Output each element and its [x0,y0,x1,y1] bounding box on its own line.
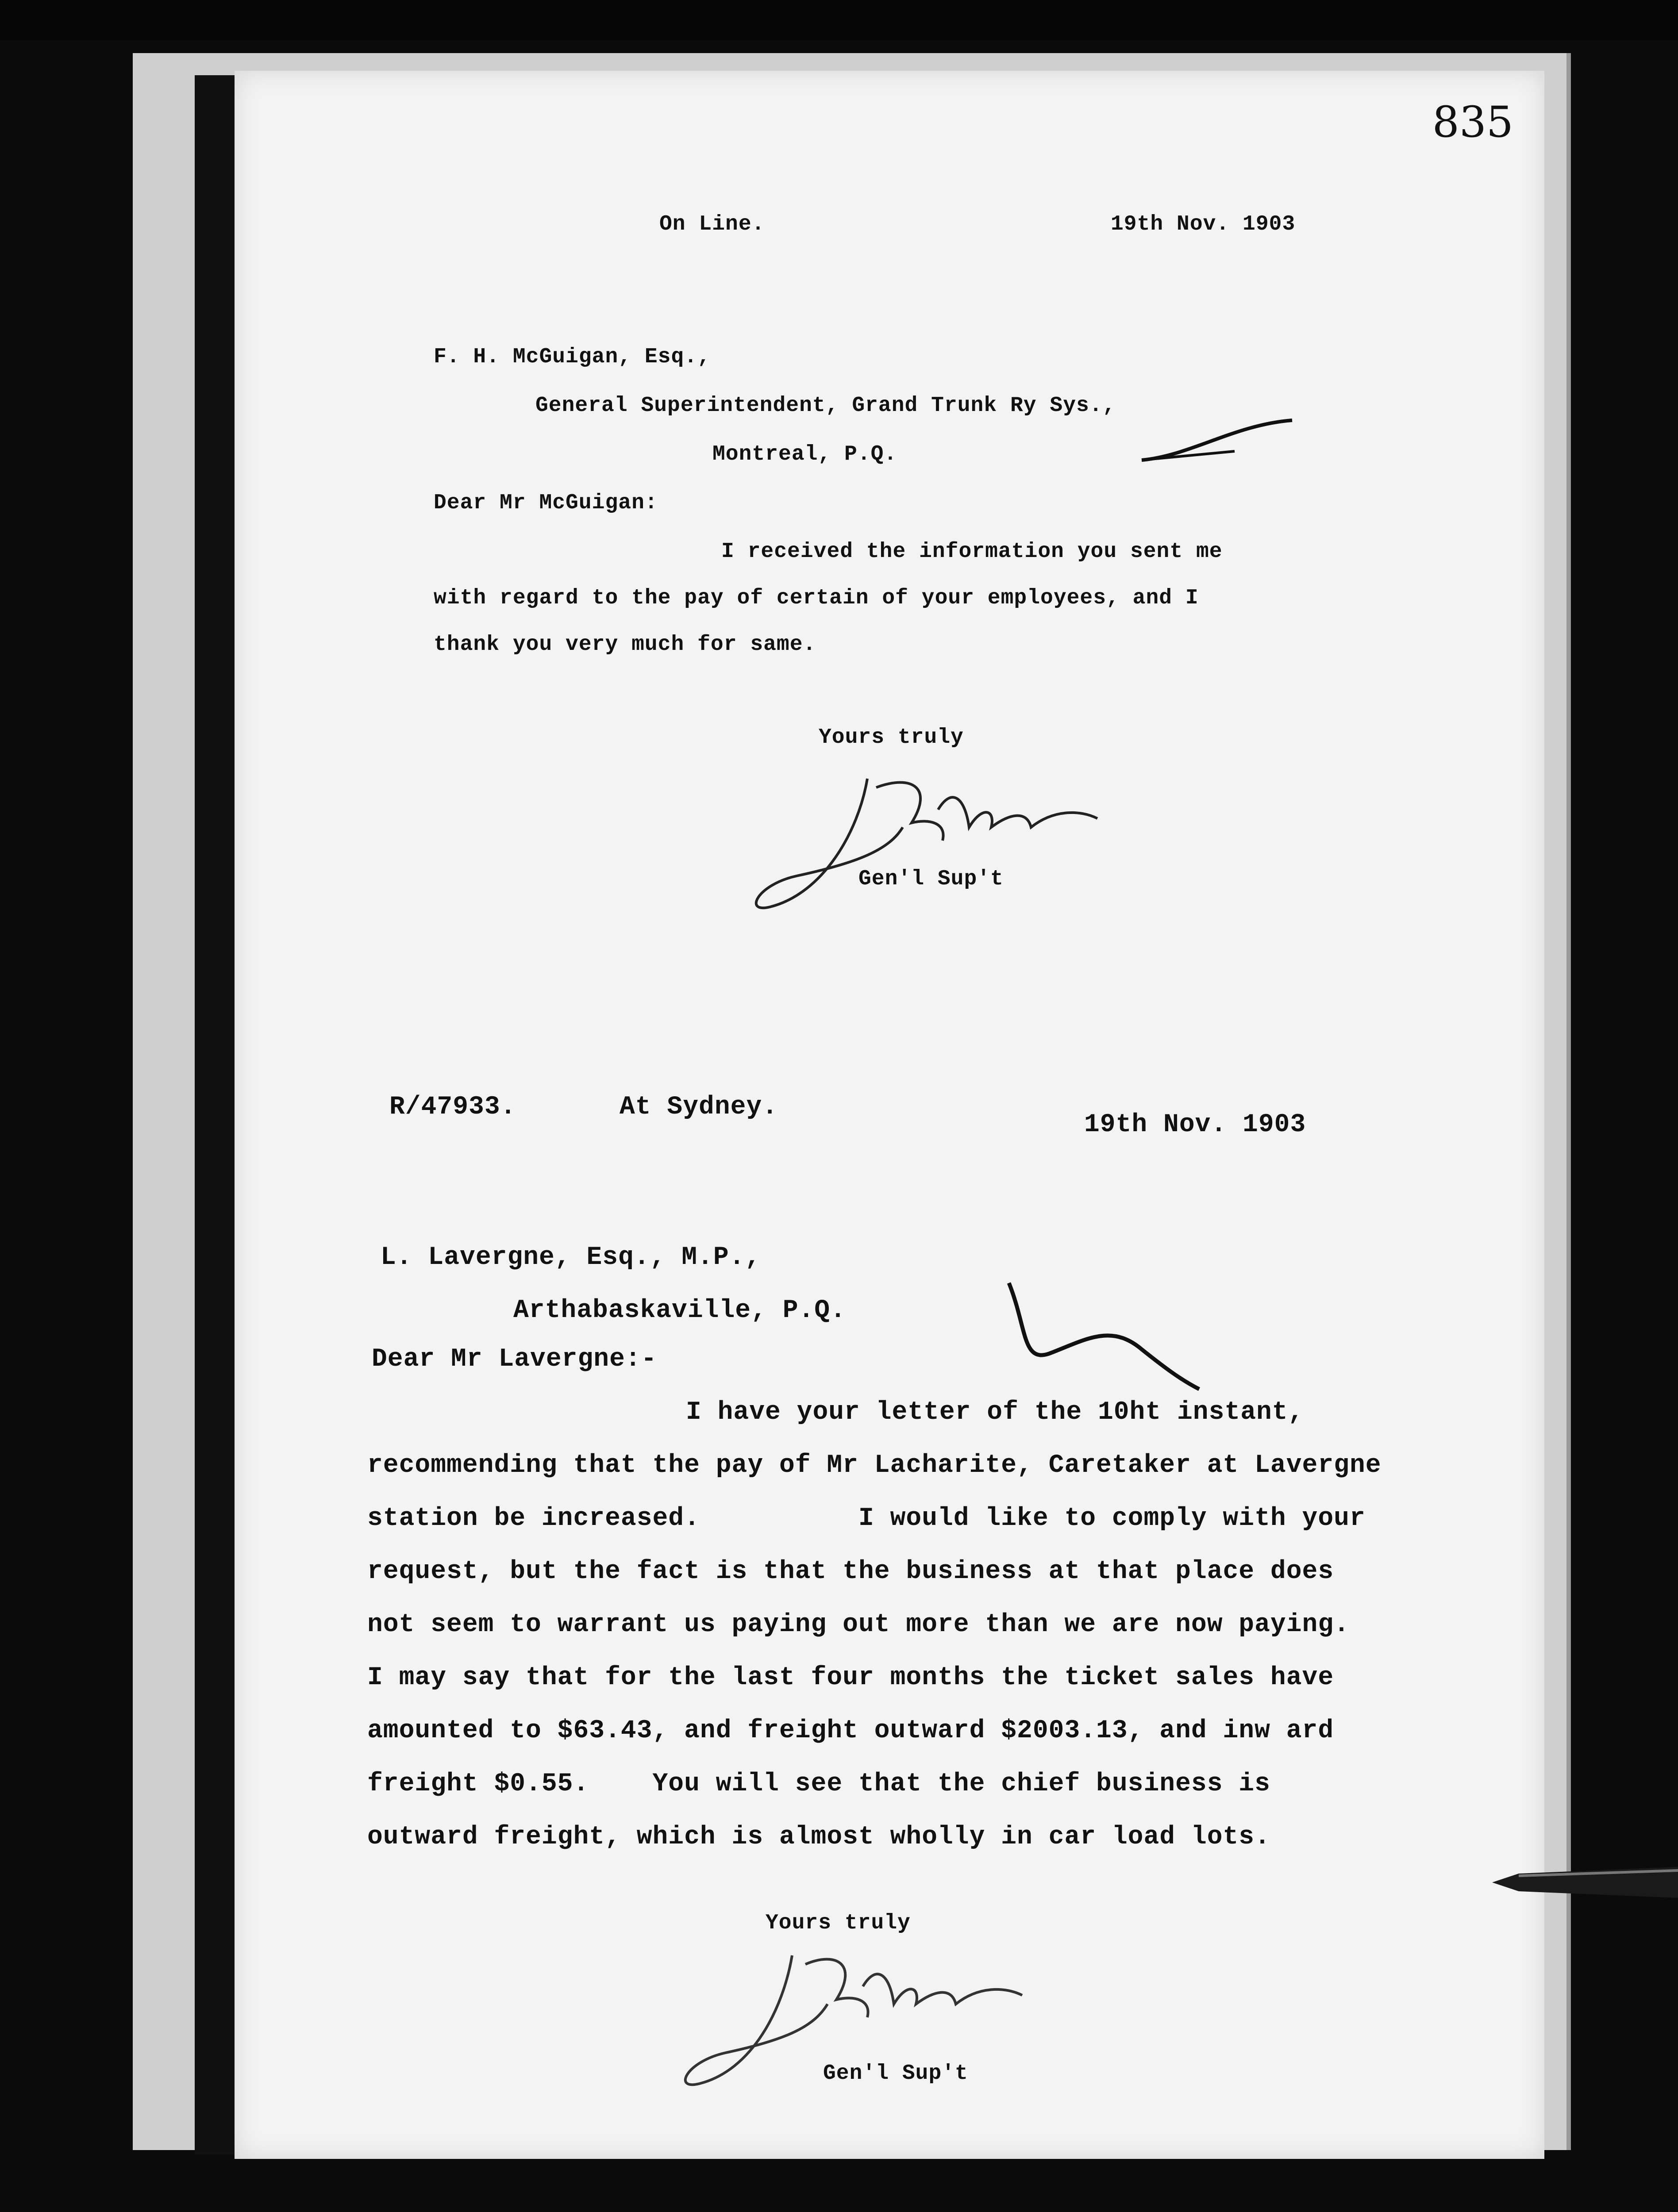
letter2-body-line: I have your letter of the 10ht instant, [686,1398,1304,1427]
letter1-body-line: thank you very much for same. [434,633,816,657]
letter2-body-line: recommending that the pay of Mr Lacharite, Caretaker at Lavergne [367,1451,1382,1480]
page-number: 835 [1432,97,1513,147]
letter2-recipient-name: L. Lavergne, Esq., M.P., [381,1243,761,1272]
letter2-body-line: station be increased. I would like to comply with your [367,1504,1366,1533]
letter1-signer-title: Gen'l Sup't [858,867,1004,891]
letter2-closing: Yours truly [766,1911,911,1935]
correction-mark [1137,407,1297,469]
letter1-recipient-name: F. H. McGuigan, Esq., [434,345,711,369]
letter1-location: On Line. [659,212,765,236]
pen-scribble [996,1274,1208,1407]
letter2-body-line: not seem to warrant us paying out more than we are now paying. [367,1610,1350,1639]
letter2-body-line: I may say that for the last four months the ticket sales have [367,1663,1334,1692]
letter2-signer-title: Gen'l Sup't [823,2062,968,2085]
letter1-closing: Yours truly [819,726,964,749]
letter2-recipient-city: Arthabaskaville, P.Q. [513,1296,846,1325]
letter1-signature [743,761,1186,929]
letter2-body-line: request, but the fact is that the business at that place does [367,1557,1334,1586]
letter2-body-line: freight $0.55. You will see that the chief business is [367,1770,1270,1798]
letter1-body-line: with regard to the pay of certain of your employees, and I [434,586,1199,610]
letter2-body-line: outward freight, which is almost wholly in car load lots. [367,1823,1270,1851]
letter2-salutation: Dear Mr Lavergne:- [372,1345,657,1374]
binding-strip [195,75,235,2154]
film-edge [0,0,1678,40]
letter1-recipient-city: Montreal, P.Q. [712,442,897,466]
letter1-body-line: I received the information you sent me [721,540,1223,564]
letter2-location: At Sydney. [620,1093,778,1121]
letter2-reference: R/47933. [389,1093,516,1121]
letter1-date: 19th Nov. 1903 [1111,212,1296,236]
pen [1492,1858,1678,1907]
letter1-recipient-title: General Superintendent, Grand Trunk Ry Sys., [535,394,1116,418]
letter2-date: 19th Nov. 1903 [1084,1110,1306,1139]
letter2-body-line: amounted to $63.43, and freight outward $2003.13, and inw ard [367,1717,1334,1745]
letter1-salutation: Dear Mr McGuigan: [434,491,658,515]
letterbook-page [235,71,1544,2159]
